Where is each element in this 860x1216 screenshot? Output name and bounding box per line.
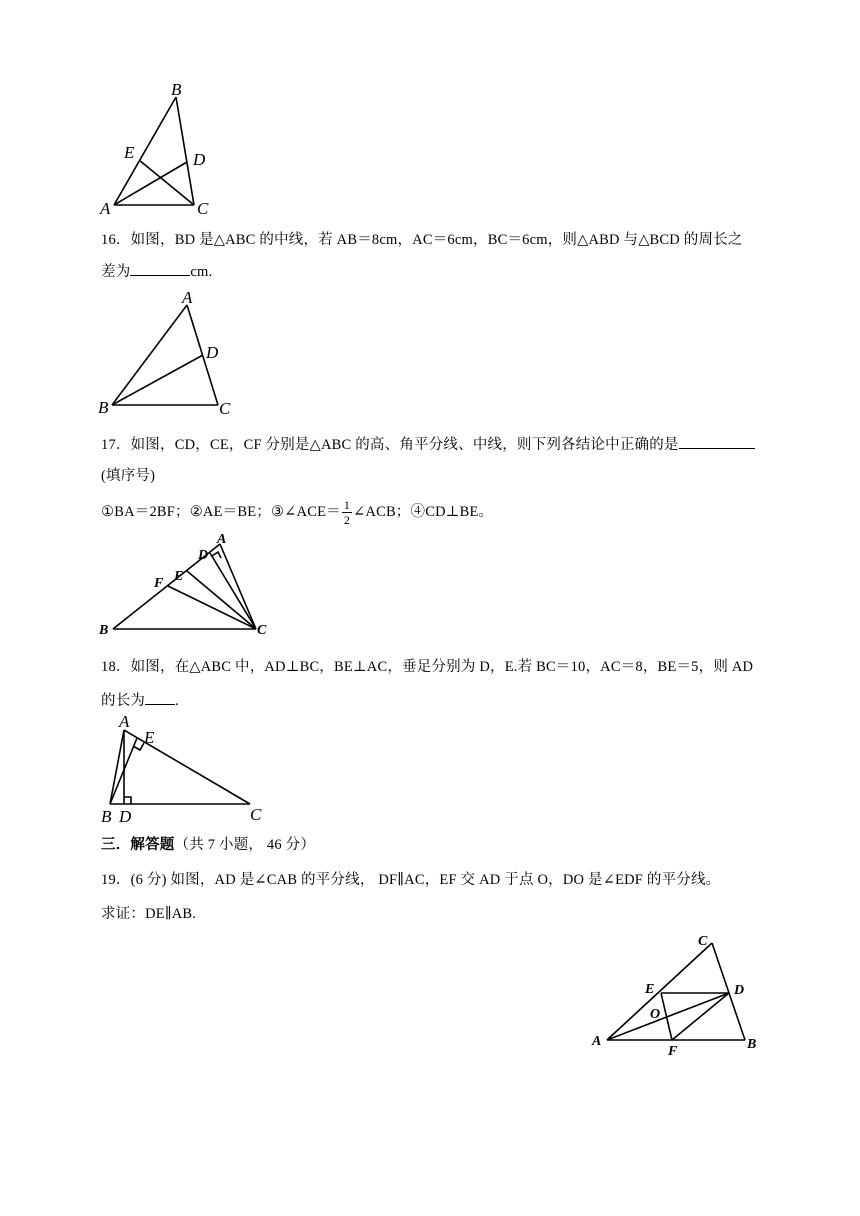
label-e: E — [124, 143, 135, 162]
q17-line1 — [101, 433, 755, 454]
label-b: B — [171, 80, 182, 99]
q19-line2: 求证：DE∥AB. — [101, 906, 197, 922]
label-a: A — [217, 532, 227, 547]
answer-blank-18[interactable] — [145, 690, 175, 705]
label-a: A — [592, 1034, 602, 1049]
q18-line2-post: . — [175, 693, 179, 709]
label-a: A — [100, 199, 111, 218]
q16-line2-post: cm. — [190, 264, 213, 280]
q19-line1: 19．(6 分) 如图，AD 是∠CAB 的平分线， DF∥AC，EF 交 AD 于点 O，DO 是∠EDF 的平分线。 — [101, 872, 721, 888]
label-c: C — [698, 934, 708, 949]
q18-line2 — [101, 689, 179, 710]
figure-triangle-abc-median — [0, 280, 860, 420]
label-a: A — [119, 712, 130, 731]
q17-line1-text: 17．如图，CD，CE，CF 分别是△ABC 的高、角平分线、中线，则下列各结论中正确的是 — [101, 437, 679, 453]
label-b: B — [99, 623, 109, 638]
label-c: C — [197, 199, 209, 218]
label-c: C — [257, 623, 267, 638]
figure-triangle-abc-cd-ce-cf — [0, 532, 860, 645]
q16-line1: 16．如图，BD 是△ABC 的中线，若 AB＝8cm，AC＝6cm，BC＝6cm，则△ABD 与△BCD 的周长之 — [101, 232, 743, 248]
q17-options — [101, 498, 493, 527]
section-title — [101, 833, 315, 854]
label-c: C — [250, 805, 262, 824]
fraction-one-half: $\frac{1}{2}$ — [343, 498, 351, 527]
figure-triangle-abc-de — [0, 0, 860, 230]
q18-line2-pre: 的长为 — [101, 693, 146, 709]
answer-blank-17[interactable] — [679, 434, 755, 449]
q18-line1: 18．如图，在△ABC 中，AD⊥BC，BE⊥AC，垂足分别为 D，E.若 BC＝10，AC＝8，BE＝5，则 AD — [101, 659, 754, 675]
label-d: D — [734, 983, 745, 998]
label-e: E — [645, 982, 655, 997]
label-f: F — [154, 576, 164, 591]
label-o: O — [650, 1007, 661, 1022]
q17-options-pre: ①BA＝2BF；②AE＝BE；③∠ACE＝ — [101, 503, 341, 520]
label-b: B — [747, 1037, 757, 1052]
label-f: F — [668, 1044, 678, 1059]
label-d: D — [193, 150, 206, 169]
section-heading: 三．解答题 — [101, 837, 175, 853]
q16-line2 — [101, 260, 212, 281]
label-a: A — [182, 288, 193, 307]
q16-line2-pre: 差为 — [101, 264, 131, 280]
label-d: D — [119, 807, 132, 826]
q17-line2: (填序号) — [101, 468, 156, 484]
label-d: D — [206, 343, 219, 362]
label-e: E — [144, 728, 155, 747]
q17-options-post: ∠ACB；④CD⊥BE。 — [353, 503, 494, 520]
label-e: E — [174, 569, 184, 584]
answer-blank-16[interactable] — [130, 261, 190, 276]
figure-triangle-abc-altitudes — [0, 710, 860, 830]
figure-angle-bisector-parallel — [0, 920, 860, 1070]
label-b: B — [101, 807, 112, 826]
label-c: C — [219, 399, 231, 418]
section-detail: （共 7 小题， 46 分） — [174, 837, 316, 853]
label-b: B — [98, 398, 109, 417]
label-d: D — [198, 548, 209, 563]
